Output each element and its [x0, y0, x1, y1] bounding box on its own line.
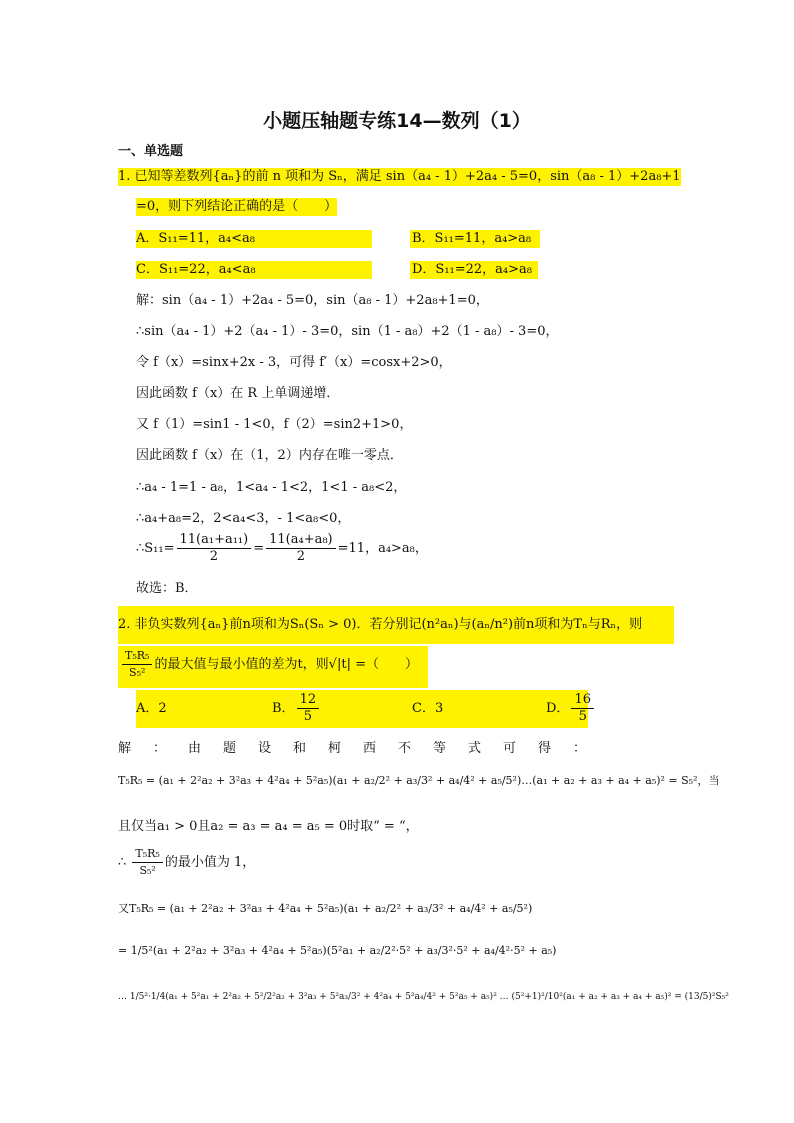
q1-answer: 故选：B． — [136, 581, 198, 596]
page-title: 小题压轴题专练14—数列（1） — [263, 110, 531, 132]
q1-solution-line: ∴a₄ - 1=1 - a₈，1<a₄ - 1<2，1<1 - a₈<2， — [136, 480, 407, 495]
q1-option-c: C．S₁₁=22，a₄<a₈ — [136, 262, 256, 277]
q2-solution-line: = 1/5²(a₁ + 2²a₂ + 3²a₃ + 4²a₄ + 5²a₅)(5²a₁ + a₂/2²·5² + a₃/3²·5² + a₄/4²·5² + a₅) — [118, 944, 557, 957]
q2-solution-line: T₅R₅ = (a₁ + 2²a₂ + 3²a₃ + 4²a₄ + 5²a₅)(a₁ + a₂/2² + a₃/3² + a₄/4² + a₅/5²)…(a₁ + a₂ + a₃ + a₄ + a₅)² = S₅²，当 — [118, 774, 720, 787]
fraction: $\frac{\text{T₅R₅}}{\text{S₅²}}$ — [132, 846, 162, 879]
q2-solution-intro: 解：由题设和柯西不等式可得： — [118, 741, 609, 756]
q2-options-highlight — [136, 690, 588, 728]
q2-solution-line: 且仅当a₁ > 0且a₂ = a₃ = a₄ = a₅ = 0时取“ = “， — [118, 819, 419, 834]
q1-solution-line: 因此函数 f（x）在（1，2）内存在唯一零点． — [136, 448, 403, 463]
q1-solution-line: ∴a₄+a₈=2，2<a₄<3，- 1<a₈<0， — [136, 511, 351, 526]
q1-stem-line1: 1. 已知等差数列{aₙ}的前 n 项和为 Sₙ，满足 sin（a₄ - 1）+2a₄ - 5=0，sin（a₈ - 1）+2a₈+1 — [118, 169, 681, 184]
section-heading: 一、单选题 — [118, 144, 184, 159]
q1-stem-line2: =0，则下列结论正确的是（ ） — [136, 199, 338, 214]
q1-solution-line: 因此函数 f（x）在 R 上单调递增． — [136, 386, 340, 401]
q1-s11-equation: ∴S₁₁= $\frac{\text{11(a₁+a₁₁)}}{2}$ = $\frac{\text{11(a₄+a₈)}}{2}$ =11，a₄>a₈， — [136, 532, 428, 564]
q2-solution-line: ∴ $\frac{\text{T₅R₅}}{\text{S₅²}}$ 的最小值为 1， — [118, 847, 256, 877]
q2-solution-line: 又T₅R₅ = (a₁ + 2²a₂ + 3²a₃ + 4²a₄ + 5²a₅)(a₁ + a₂/2² + a₃/3² + a₄/4² + a₅/5²) — [118, 902, 533, 915]
fraction: $\frac{12}{5}$ — [297, 692, 320, 725]
q1-option-d: D．S₁₁=22，a₄>a₈ — [412, 262, 533, 277]
fraction: $\frac{\text{T₅R₅}}{\text{S₅²}}$ — [122, 648, 152, 681]
q1-solution-line: 解：sin（a₄ - 1）+2a₄ - 5=0，sin（a₈ - 1）+2a₈+1=0， — [136, 293, 489, 308]
q2-solution-line: … 1/5²·1/4(a₁ + 5²a₁ + 2²a₂ + 5²/2²a₂ + 3²a₃ + 5²a₃/3² + 4²a₄ + 5²a₄/4² + 5²a₅ + a₅)² … (5²+1)²/10²(a₁ + a₂ + a₃ + a₄ + a₅)² = (13/5)²S₅² — [118, 992, 729, 1002]
q2-option-d: D． $\frac{16}{5}$ — [546, 692, 596, 725]
fraction: $\frac{\text{11(a₁+a₁₁)}}{2}$ — [177, 532, 252, 565]
q2-stem-line1: 2. 非负实数列{aₙ}前n项和为Sₙ(Sₙ > 0)．若分别记(n²aₙ)与(aₙ/n²)前n项和为Tₙ与Rₙ，则 — [118, 617, 643, 632]
fraction: $\frac{\text{11(a₄+a₈)}}{2}$ — [266, 532, 336, 565]
fraction: $\frac{16}{5}$ — [571, 692, 594, 725]
q2-stem-line2: $\frac{\text{T₅R₅}}{\text{S₅²}}$ 的最大值与最小值的差为t，则√|t| =（ ） — [120, 648, 418, 681]
q2-option-a: A．2 — [136, 701, 167, 716]
q1-solution-line: 又 f（1）=sin1 - 1<0，f（2）=sin2+1>0， — [136, 417, 413, 432]
q2-option-c: C．3 — [412, 701, 444, 716]
q2-option-b: B． $\frac{12}{5}$ — [272, 692, 321, 725]
q1-solution-line: ∴sin（a₄ - 1）+2（a₄ - 1）- 3=0，sin（1 - a₈）+2（1 - a₈）- 3=0， — [136, 324, 559, 339]
q1-option-b: B．S₁₁=11，a₄>a₈ — [412, 231, 532, 246]
q1-option-a: A．S₁₁=11，a₄<a₈ — [136, 231, 255, 246]
q1-solution-line: 令 f（x）=sinx+2x - 3，可得 f′（x）=cosx+2>0， — [136, 355, 452, 370]
